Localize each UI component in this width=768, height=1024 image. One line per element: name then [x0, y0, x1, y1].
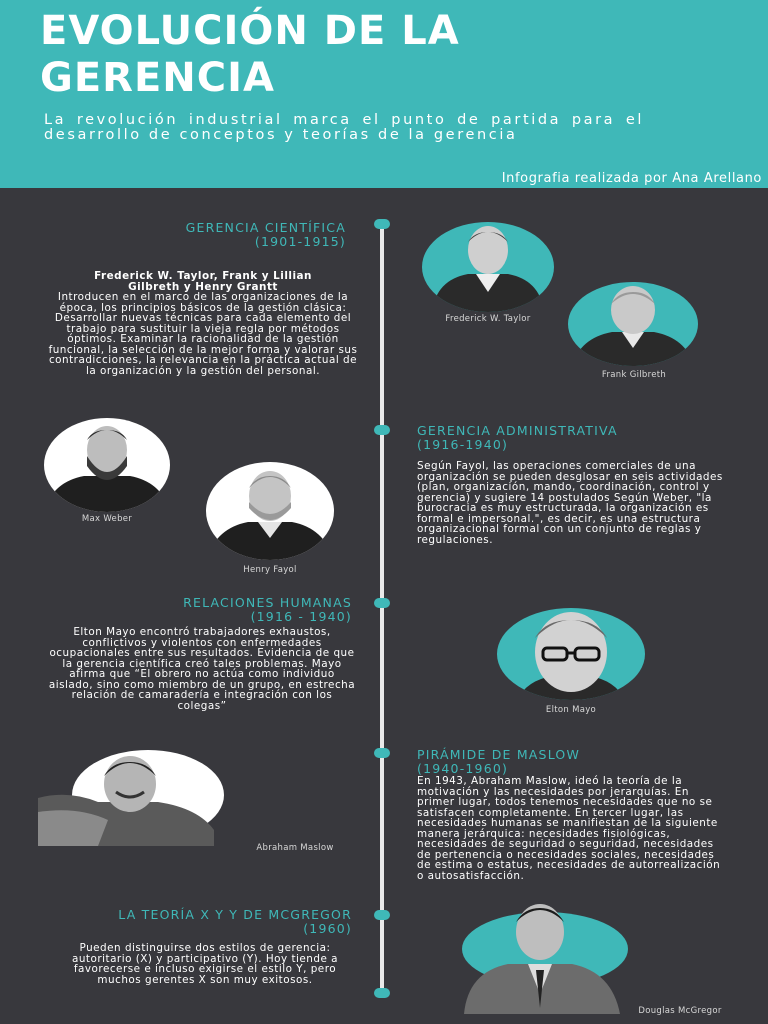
timeline-dot-4: [374, 748, 390, 758]
photo-mayo: [497, 608, 645, 700]
portrait-icon: [206, 462, 334, 560]
portrait-icon: [44, 418, 170, 512]
section-1-body: Introducen en el marco de las organizaciones de la época, los principios básicos de la gestión clásica: Desarrollar nuevas técnicas para cada elemento del trabajo para sustituir la vieja regla por métodos óptimos. Examinar la racionalidad de la gestión funcional, la selección de la mejor forma y valorar sus contradicciones, la relevancia en la práctica actual de la organización y la gestión del personal.: [48, 291, 358, 377]
caption-gilbreth: Frank Gilbreth: [601, 370, 667, 380]
timeline-dot-1: [374, 219, 390, 229]
timeline-dot-3: [374, 598, 390, 608]
section-1-authors-line-2: Gilbreth y Henry Grantt: [128, 280, 278, 293]
section-2-title: GERENCIA ADMINISTRATIVA: [417, 423, 618, 438]
photo-fayol: [206, 462, 334, 560]
timeline-line: [380, 222, 384, 994]
section-1-period: (1901-1915): [254, 234, 346, 249]
timeline-dot-2: [374, 425, 390, 435]
caption-fayol: Henry Fayol: [243, 565, 297, 575]
photo-gilbreth: [568, 282, 698, 366]
photo-mcgregor: [462, 898, 622, 1014]
caption-mayo: Elton Mayo: [545, 705, 597, 715]
section-3-title: RELACIONES HUMANAS: [183, 595, 352, 610]
section-2-text: Según Fayol, las operaciones comerciales de una organización se pueden desglosar en seis actividades (plan, organización, mando, coordinación, control y gerencia) y sugiere 14 postulados Según Weber, "la burocracia es muy estructurada, la organización es formal e impersonal.", es decir, es una estructura organizacional formal con un conjunto de reglas y regulaciones.: [417, 460, 723, 546]
author-credit: Infografia realizada por Ana Arellano: [501, 171, 762, 186]
section-title-gerencia-cientifica: [80, 221, 346, 249]
timeline-dot-end: [374, 988, 390, 998]
caption-maslow: Abraham Maslow: [256, 843, 334, 853]
section-5-period: (1960): [303, 921, 352, 936]
section-4-title: PIRÁMIDE DE MASLOW: [417, 747, 581, 762]
photo-maslow: [38, 750, 216, 846]
timeline-dot-5: [374, 910, 390, 920]
caption-mcgregor: Douglas McGregor: [638, 1006, 722, 1016]
section-3-text: Elton Mayo encontró trabajadores exhaustos, conflictivos y violentos con enfermedades ocupacionales entre sus resultados. Evidencia de que la gerencia científica creó tales problemas. Mayo afirma que “El obrero no actúa como individuo aislado, sino como miembro de un grupo, en estrecha relación de camaradería e integración con los colegas”: [48, 626, 356, 712]
header-banner: [0, 0, 768, 188]
section-1-text: [44, 271, 362, 376]
photo-taylor: [422, 222, 554, 312]
caption-weber: Max Weber: [81, 514, 133, 524]
caption-taylor: Frederick W. Taylor: [445, 314, 531, 324]
section-3-period: (1916 - 1940): [250, 609, 352, 624]
title-line-2: GERENCIA: [40, 55, 275, 101]
section-4-text: En 1943, Abraham Maslow, ideó la teoría de la motivación y las necesidades por jerarquías. En primer lugar, todos tenemos necesidades que no se satisfacen completamente. En tercer lugar, las necesidades humanas se manifiestan de la siguiente manera jerárquica: necesidades fisiológicas, necesidades de seguridad o seguridad, necesidades de pertenencia o necesidades sociales, necesidades de estima o estatus, necesidades de autorrealización o autosatisfacción.: [417, 775, 721, 882]
photo-weber: [44, 418, 170, 512]
section-title-teoria-xy: [44, 908, 352, 936]
section-title-piramide-maslow: [417, 748, 717, 776]
portrait-icon: [568, 282, 698, 366]
section-5-text: Pueden distinguirse dos estilos de gerencia: autoritario (X) y participativo (Y). Hoy tiende a favorecerse e incluso exigirse el estilo Y, pero muchos gerentes X son muy exitosos.: [71, 942, 339, 986]
portrait-icon: [422, 222, 554, 312]
page-subtitle: La revolución industrial marca el punto de partida para el desarrollo de conceptos y teorías de la gerencia: [44, 112, 644, 143]
section-4-period: (1940-1960): [417, 761, 509, 776]
section-title-gerencia-administrativa: [417, 424, 717, 452]
page-title: [40, 8, 460, 102]
section-5-title: LA TEORÍA X Y Y DE MCGREGOR: [118, 907, 352, 922]
portrait-icon: [38, 750, 216, 846]
section-2-period: (1916-1940): [417, 437, 509, 452]
section-1-authors-line-1: Frederick W. Taylor, Frank y Lillian: [94, 270, 312, 282]
portrait-icon: [462, 898, 622, 1014]
section-1-title: GERENCIA CIENTÍFICA: [185, 220, 346, 235]
portrait-icon: [497, 608, 645, 700]
title-line-1: EVOLUCIÓN DE LA: [40, 8, 460, 54]
section-title-relaciones-humanas: [80, 596, 352, 624]
